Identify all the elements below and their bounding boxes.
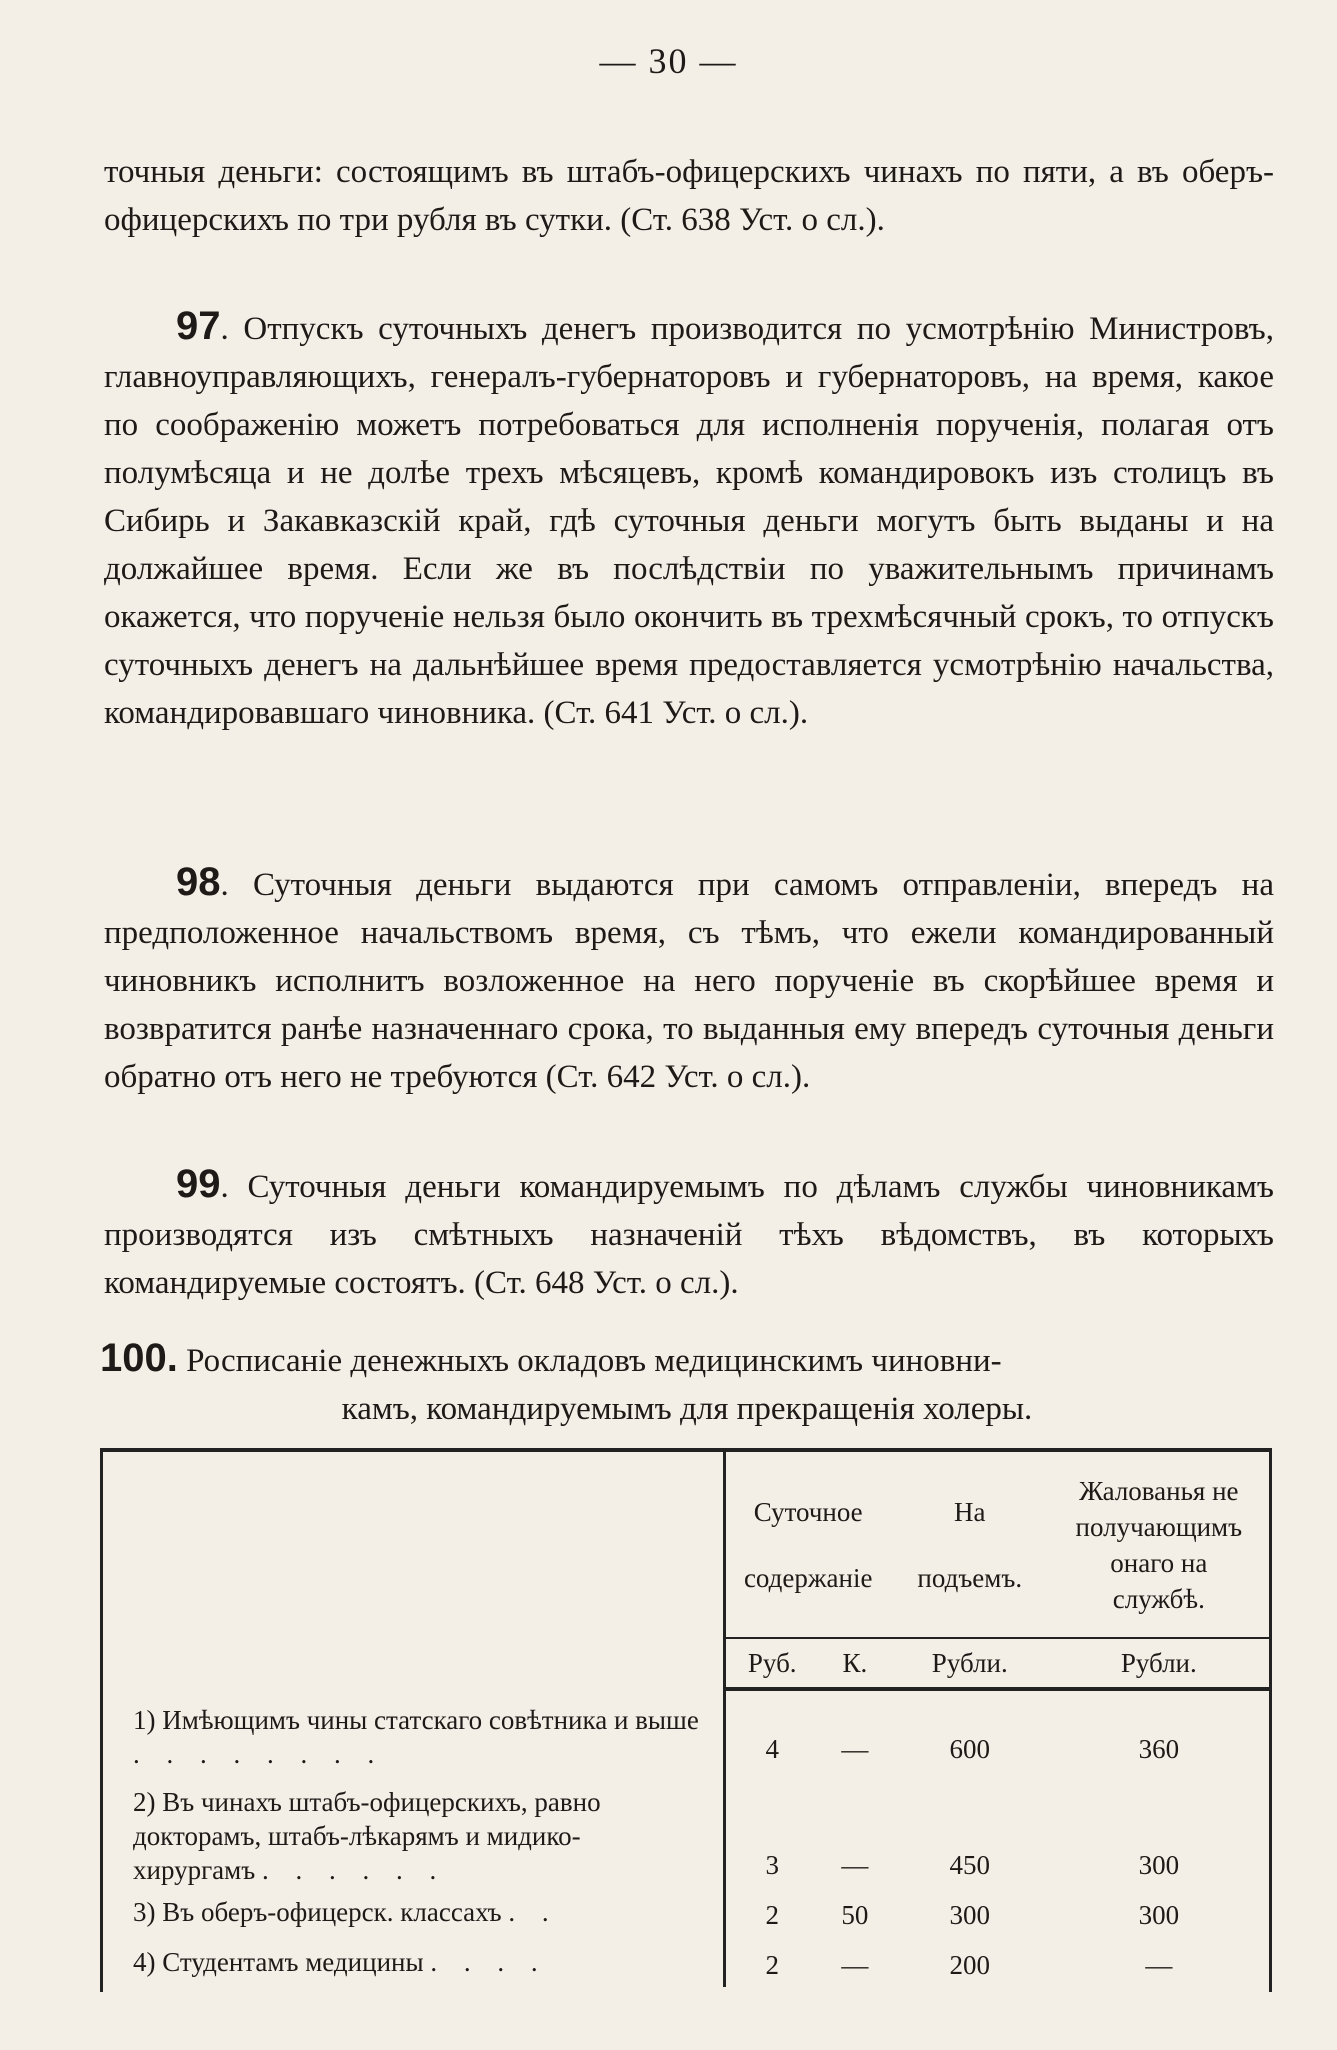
article-title-line1: Росписаніе денежныхъ окладовъ медицинскимъ чиновни-	[186, 1343, 1002, 1379]
table-row: 2) Въ чинахъ штабъ-офицерскихъ, равно докторамъ, штабъ-лѣкарямъ и мидико-хирургамъ . . . . . . 3 — 450 300	[102, 1771, 1271, 1887]
table-row: 3) Въ оберъ-офицерск. классахъ . . 2 50 300 300	[102, 1887, 1271, 1937]
article-number: 99	[176, 1162, 221, 1206]
article-text: . Суточныя деньги выдаются при самомъ отправленіи, впередъ на предположенное начальствомъ время, съ тѣмъ, что ежели командированный чиновникъ исполнитъ возложенное на него порученіе въ скорѣйшее время и возвратится ранѣе назначеннаго срока, то выданныя ему впередъ суточныя деньги обратно отъ него не требуются (Ст. 642 Уст. о сл.).	[104, 867, 1274, 1095]
subheader-rub: Руб.	[724, 1638, 819, 1689]
table-row: 1) Имѣющимъ чины статскаго совѣтника и выше . . . . . . . . 4 — 600 360	[102, 1689, 1271, 1771]
article-title-line2: камъ, командируемымъ для прекращенія холеры.	[341, 1391, 1033, 1427]
article-98	[104, 858, 1274, 1101]
article-number: 98	[176, 860, 221, 904]
article-text: . Суточныя деньги командируемымъ по дѣламъ службы чиновникамъ производятся изъ смѣтныхъ назначеній тѣхъ вѣдомствъ, въ которыхъ командируемые состоятъ. (Ст. 648 Уст. о сл.).	[104, 1169, 1274, 1301]
table-corner	[102, 1450, 725, 1638]
page-number: — 30 —	[599, 41, 738, 81]
table-row: 4) Студентамъ медицины . . . . 2 — 200 —	[102, 1937, 1271, 1987]
article-number: 97	[176, 304, 221, 348]
article-text: . Отпускъ суточныхъ денегъ производится по усмотрѣнію Министровъ, главноуправляющихъ, генералъ-губернаторовъ и губернаторовъ, на время, какое по соображенію можетъ потребоваться для исполненія порученія, полагая отъ полумѣсяца и не долѣе трехъ мѣсяцевъ, кромѣ командировокъ изъ столицъ въ Сибирь и Закавказскій край, гдѣ суточныя деньги могутъ быть выданы и на должайшее время. Если же въ послѣдствіи по уважительнымъ причинамъ окажется, что порученіе нельзя было окончить въ трехмѣсячный срокъ, то отпускъ суточныхъ денегъ на дальнѣйшее время предоставляется усмотрѣнію начальства, командировавшаго чиновника. (Ст. 641 Уст. о сл.).	[104, 311, 1274, 731]
paragraph-text: точныя деньги: состоящимъ въ штабъ-офицерскихъ чинахъ по пяти, а въ оберъ-офицерскихъ по три рубля въ сутки. (Ст. 638 Уст. о сл.).	[104, 154, 1274, 238]
subheader-rubli: Рубли.	[1049, 1638, 1271, 1689]
salary-schedule-table	[100, 1448, 1272, 1992]
article-99	[104, 1160, 1274, 1307]
article-100	[100, 1334, 1274, 1433]
article-97	[104, 302, 1274, 737]
subheader-rubli: Рубли.	[891, 1638, 1049, 1689]
header-salary: Жалованья не получающимъ онаго на службѣ.	[1075, 1475, 1243, 1614]
header-lift: На подъемъ.	[917, 1496, 1023, 1593]
paragraph-continuation	[104, 148, 1274, 244]
header-daily: Суточное содержаніе	[724, 1450, 891, 1638]
subheader-kop: К.	[819, 1638, 891, 1689]
article-number: 100.	[100, 1336, 178, 1380]
